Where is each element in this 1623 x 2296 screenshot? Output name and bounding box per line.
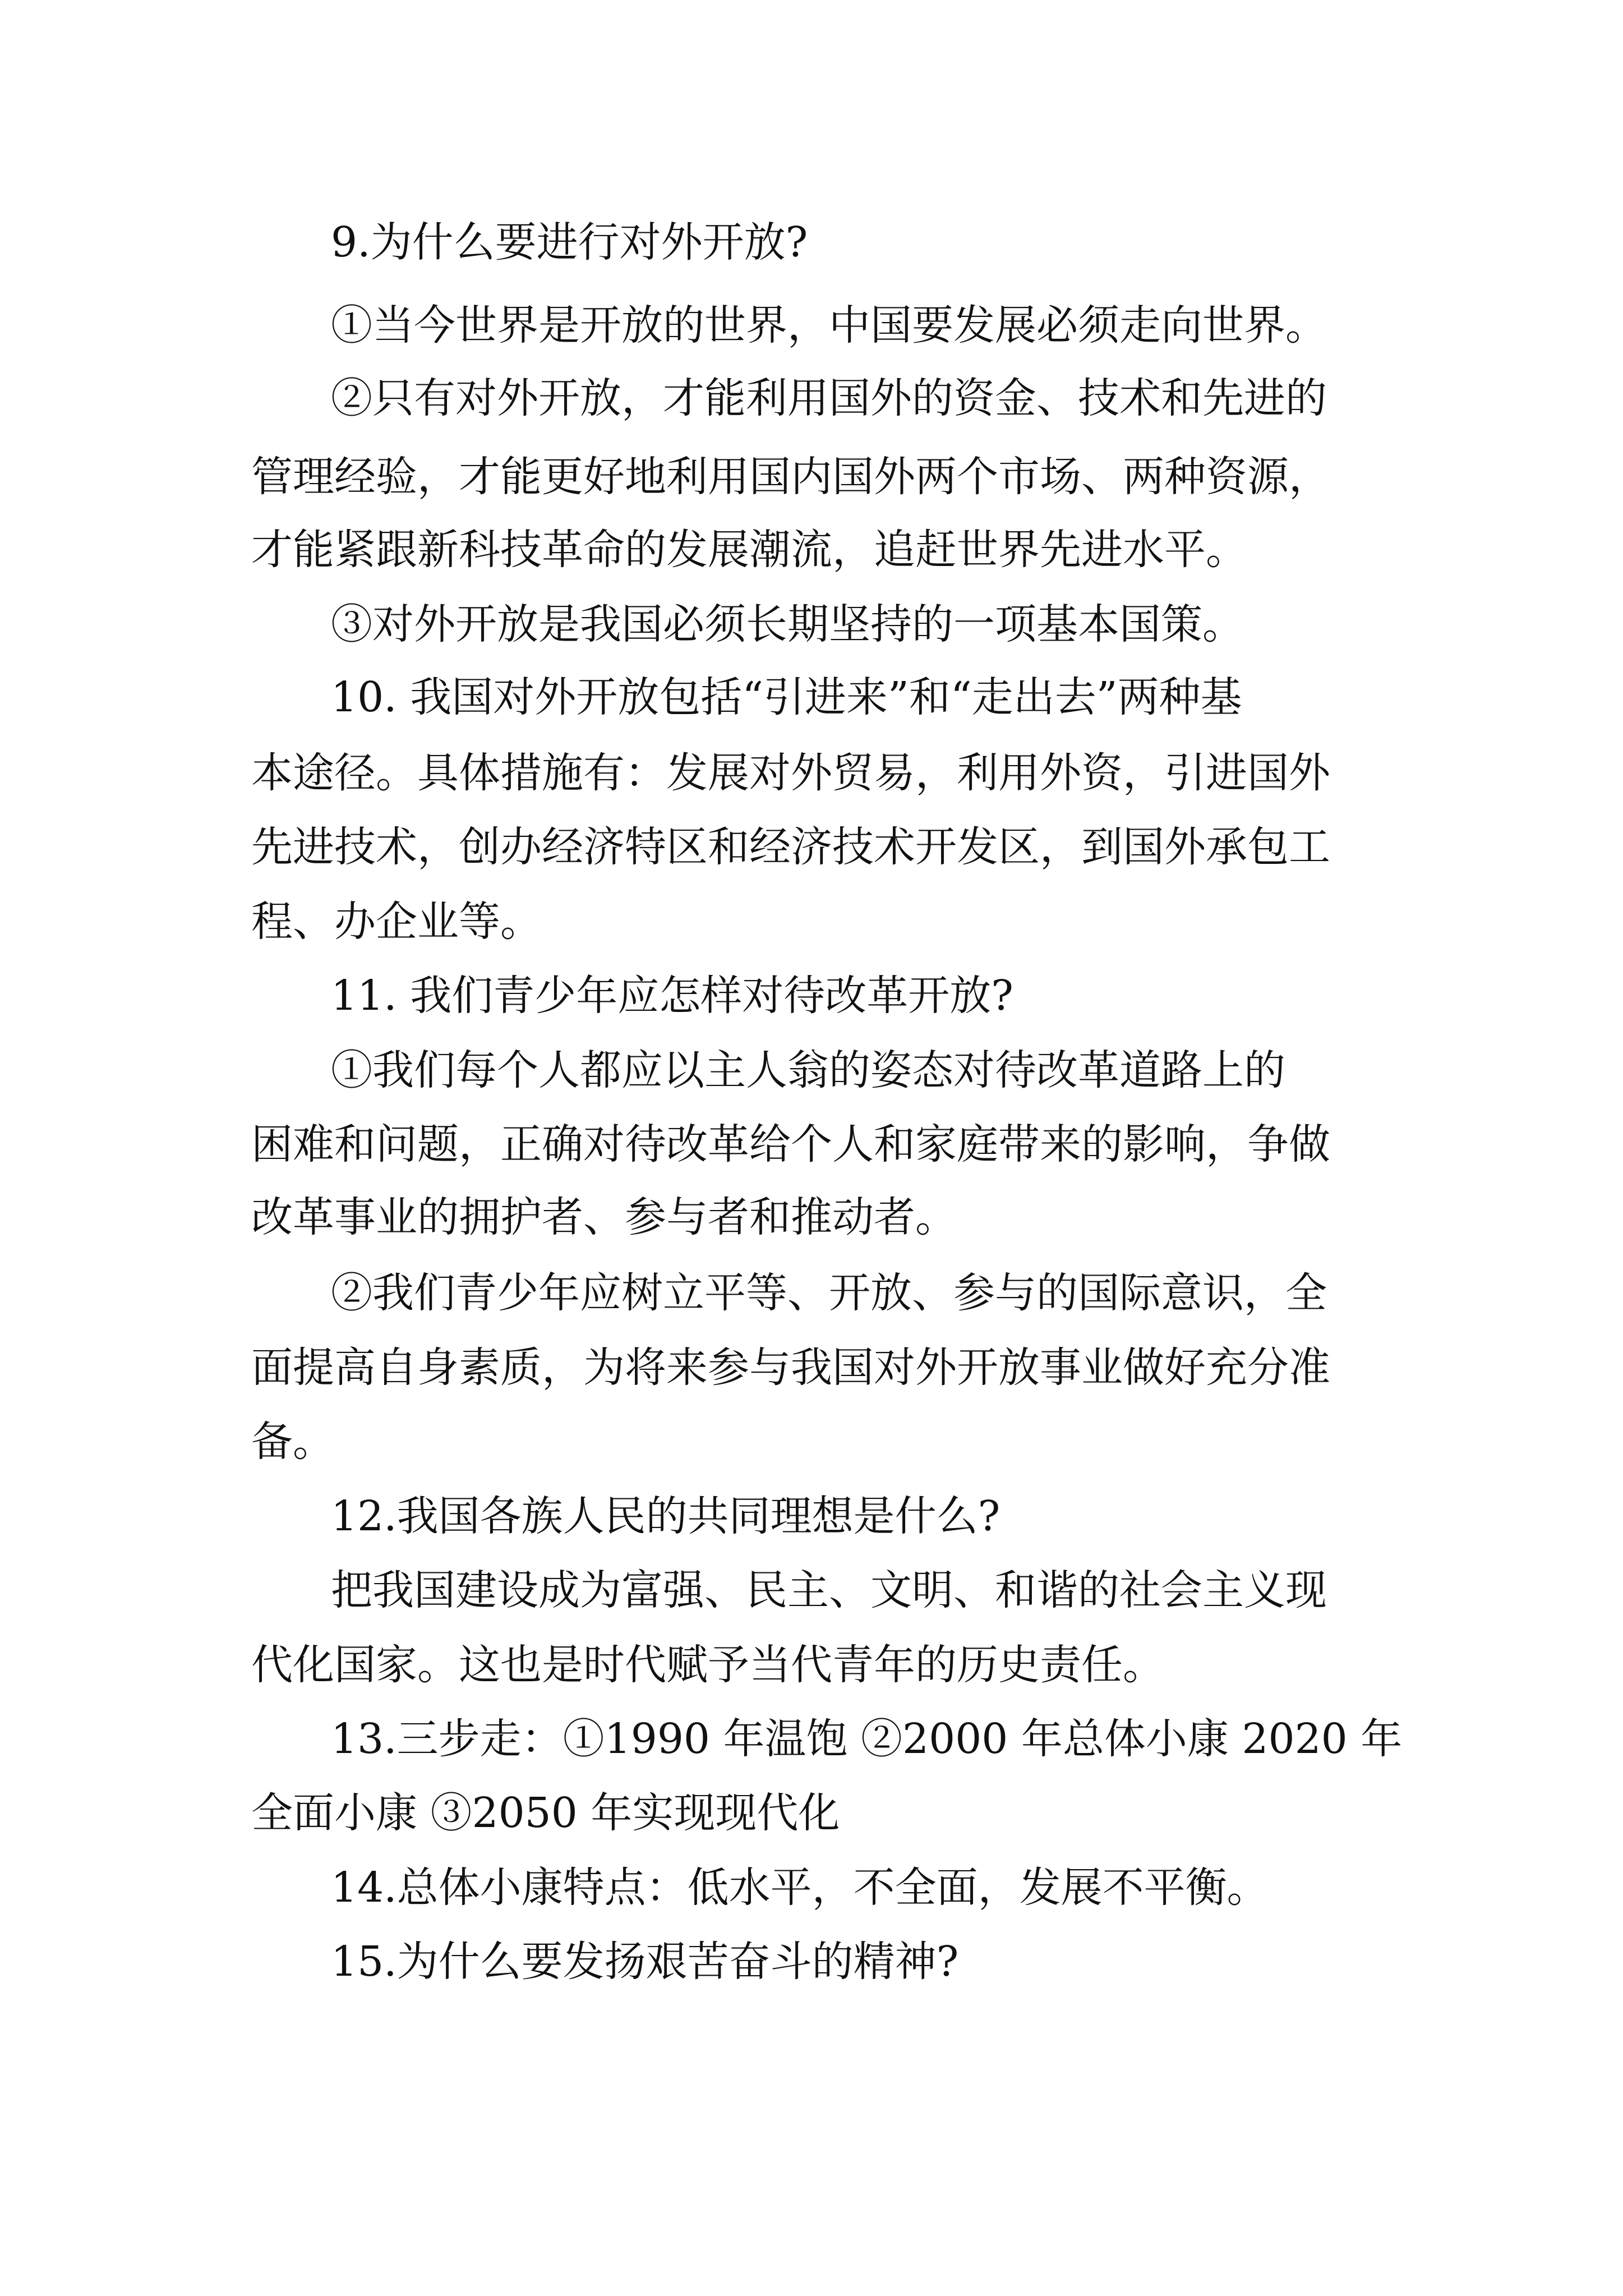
item-14: 14.总体小康特点：低水平，不全面，发展不平衡。 <box>331 1864 1269 1912</box>
item-10-line-2: 本途径。具体措施有：发展对外贸易，利用外资，引进国外 <box>251 749 1330 797</box>
question-9-heading: 9.为什么要进行对外开放? <box>331 218 808 266</box>
answer-9-point-2-line-2: 管理经验，才能更好地利用国内国外两个市场、两种资源， <box>251 453 1330 501</box>
item-10-line-3: 先进技术，创办经济特区和经济技术开发区，到国外承包工 <box>251 823 1330 871</box>
item-13-line-2: 全面小康 ③2050 年实现现代化 <box>251 1789 840 1837</box>
answer-11-point-2-line-3: 备。 <box>251 1418 334 1466</box>
answer-11-point-2-line-1: ②我们青少年应树立平等、开放、参与的国际意识，全 <box>331 1269 1327 1317</box>
question-12-heading: 12.我国各族人民的共同理想是什么? <box>331 1492 1000 1540</box>
item-13-line-1: 13.三步走：①1990 年温饱 ②2000 年总体小康 2020 年 <box>331 1715 1403 1763</box>
item-10-line-1: 10. 我国对外开放包括“引进来”和“走出去”两种基 <box>331 673 1242 721</box>
answer-12-line-2: 代化国家。这也是时代赋予当代青年的历史责任。 <box>251 1641 1164 1689</box>
answer-11-point-1-line-1: ①我们每个人都应以主人翁的姿态对待改革道路上的 <box>331 1046 1285 1094</box>
answer-11-point-1-line-3: 改革事业的拥护者、参与者和推动者。 <box>251 1193 957 1241</box>
answer-11-point-2-line-2: 面提高自身素质，为将来参与我国对外开放事业做好充分准 <box>251 1343 1330 1392</box>
answer-9-point-3: ③对外开放是我国必须长期坚持的一项基本国策。 <box>331 600 1244 648</box>
answer-11-point-1-line-2: 困难和问题，正确对待改革给个人和家庭带来的影响，争做 <box>251 1120 1330 1168</box>
answer-9-point-1: ①当今世界是开放的世界，中国要发展必须走向世界。 <box>331 301 1327 349</box>
question-11-heading: 11. 我们青少年应怎样对待改革开放? <box>331 972 1013 1020</box>
item-10-line-4: 程、办企业等。 <box>251 898 542 946</box>
question-15-heading: 15.为什么要发扬艰苦奋斗的精神? <box>331 1938 959 1986</box>
answer-12-line-1: 把我国建设成为富强、民主、文明、和谐的社会主义现 <box>331 1566 1327 1614</box>
answer-9-point-2-line-3: 才能紧跟新科技革命的发展潮流，追赶世界先进水平。 <box>251 526 1247 574</box>
answer-9-point-2-line-1: ②只有对外开放，才能利用国外的资金、技术和先进的 <box>331 374 1327 422</box>
